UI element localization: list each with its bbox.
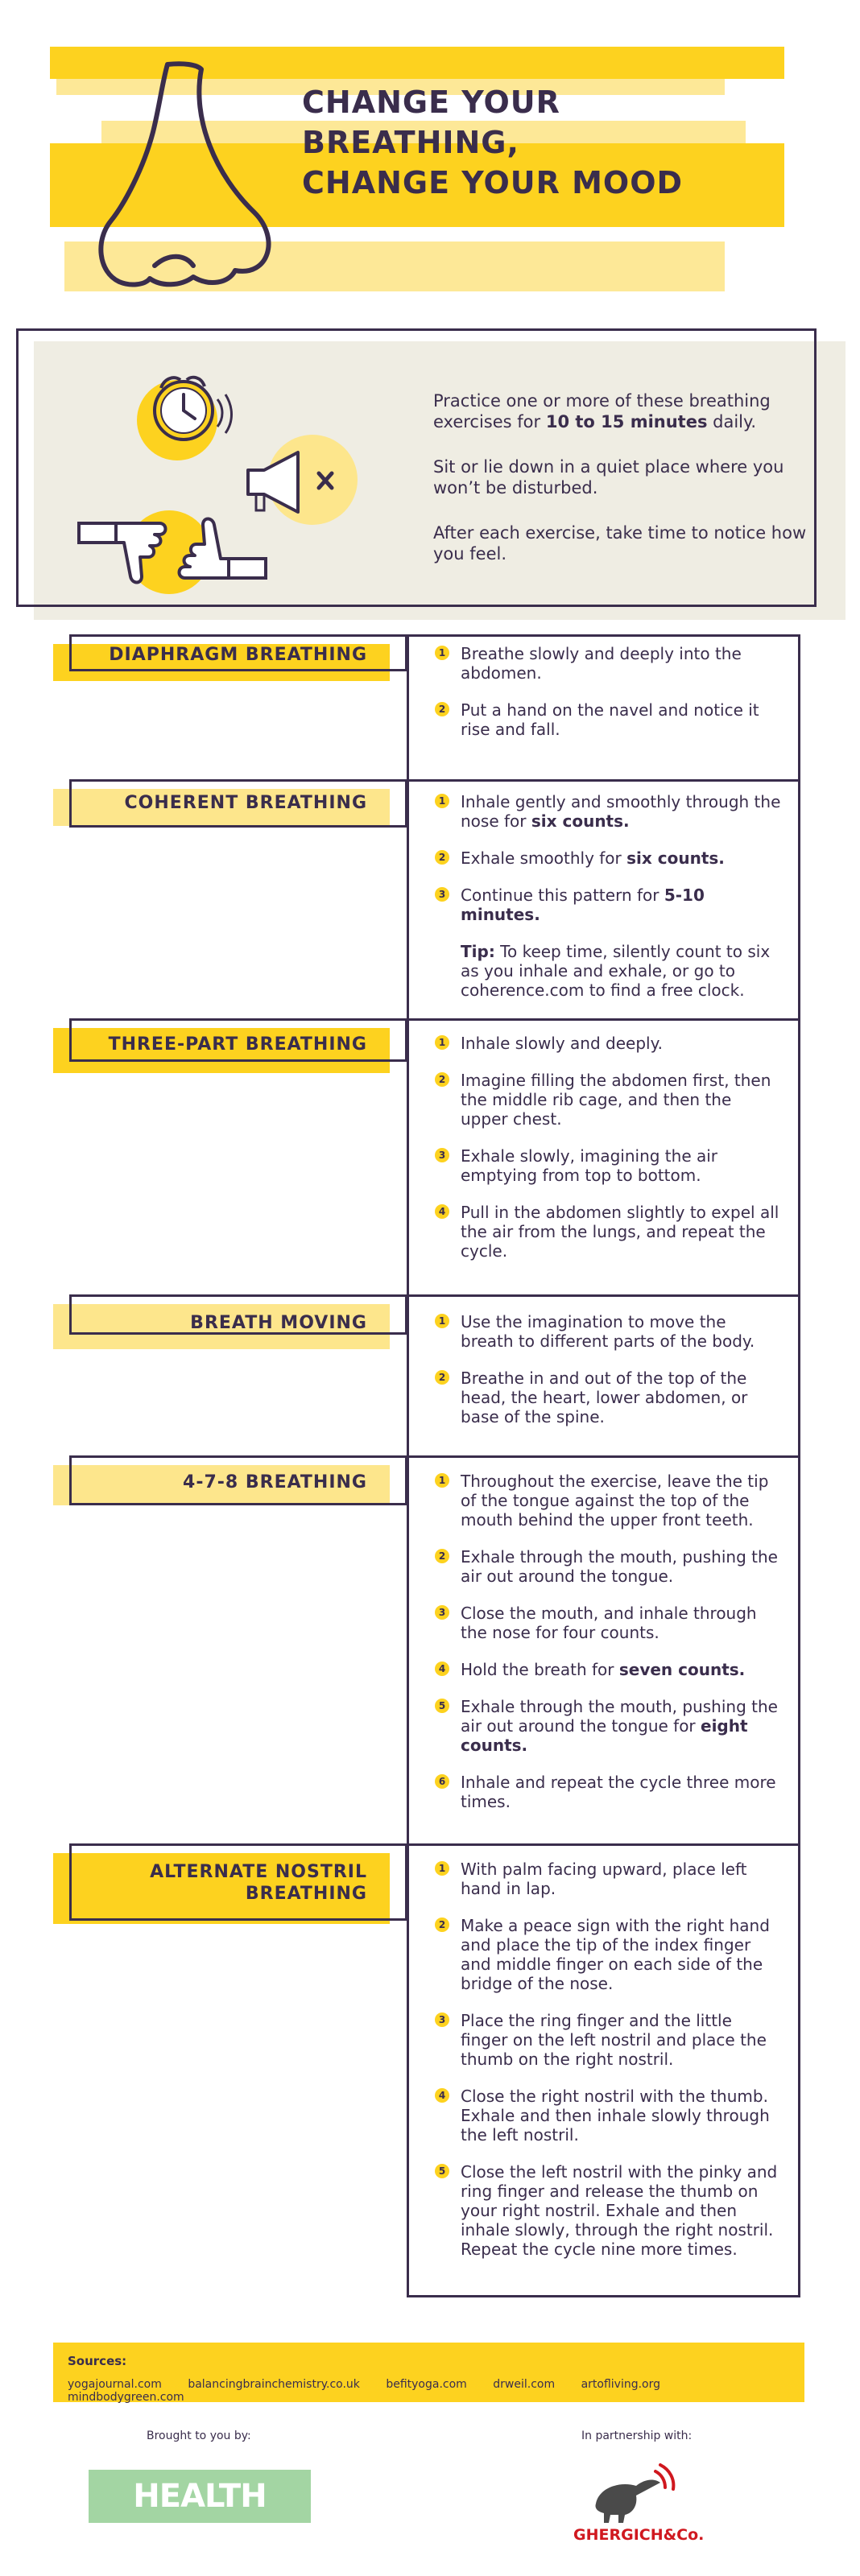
page-title: CHANGE YOUR BREATHING, CHANGE YOUR MOOD — [302, 85, 684, 200]
list-item: 6 Inhale and repeat the cycle three more times. — [435, 1773, 781, 1811]
section-divider — [407, 2295, 800, 2297]
intro-text — [433, 390, 812, 588]
source-link[interactable]: yogajournal.com — [68, 2378, 162, 2391]
section-title: 4-7-8 BREATHING — [183, 1472, 367, 1492]
thumbs-icon — [76, 507, 269, 596]
list-item: 2 Exhale through the mouth, pushing the air out around the tongue. — [435, 1547, 781, 1586]
steps-list — [435, 792, 781, 1018]
list-item: 2 Put a hand on the navel and notice it rise and fall. — [435, 700, 781, 739]
steps-list — [435, 1860, 781, 2277]
list-item: 5 Exhale through the mouth, pushing the air out around the tongue for eight counts. — [435, 1697, 781, 1755]
list-item: 1 Breathe slowly and deeply into the abdomen. — [435, 644, 781, 683]
steps-column-border — [798, 634, 800, 2295]
sources-title: Sources: — [68, 2354, 127, 2368]
steps-list — [435, 1034, 781, 1278]
list-item: 1 Inhale gently and smoothly through the nose for six counts. — [435, 792, 781, 831]
brought-by-label: Brought to you by: — [147, 2429, 251, 2442]
list-item: 4 Close the right nostril with the thumb. Exhale and then inhale slowly through the left nostril. — [435, 2087, 781, 2145]
steps-list — [435, 644, 781, 757]
section-title: DIAPHRAGM BREATHING — [109, 645, 367, 665]
intro-paragraph: Practice one or more of these breathing exercises for 10 to 15 minutes daily. — [433, 391, 771, 431]
list-item: 5 Close the left nostril with the pinky and ring finger and release the thumb on your right nostril. Exhale and then inhale slowly, through the right nostril. Repeat the cycle nine more times. — [435, 2162, 781, 2259]
intro-paragraph: Sit or lie down in a quiet place where you won’t be disturbed. — [433, 457, 784, 497]
list-item: 3 Close the mouth, and inhale through the nose for four counts. — [435, 1604, 781, 1642]
section-title: COHERENT BREATHING — [124, 793, 367, 813]
sources-panel — [53, 2343, 804, 2402]
nose-icon — [97, 55, 282, 288]
source-link[interactable]: balancingbrainchemistry.co.uk — [188, 2378, 360, 2391]
list-item: 1 Use the imagination to move the breath to different parts of the body. — [435, 1312, 781, 1351]
list-item: 2 Breathe in and out of the top of the head, the heart, lower abdomen, or base of the spine. — [435, 1368, 781, 1426]
list-item: 1 Throughout the exercise, leave the tip of the tongue against the top of the mouth behind the upper front teeth. — [435, 1472, 781, 1530]
list-item: 4 Pull in the abdomen slightly to expel all the air from the lungs, and repeat the cycle. — [435, 1203, 781, 1261]
steps-list — [435, 1472, 781, 1829]
source-link[interactable]: artofliving.org — [581, 2378, 661, 2391]
section-title: ALTERNATE NOSTRIL BREATHING — [150, 1862, 367, 1904]
list-item: 3 Place the ring finger and the little finger on the left nostril and place the thumb on the right nostril. — [435, 2011, 781, 2069]
source-link[interactable]: mindbodygreen.com — [68, 2391, 184, 2404]
source-link[interactable]: drweil.com — [493, 2378, 556, 2391]
source-link[interactable]: befityoga.com — [386, 2378, 467, 2391]
section-title: BREATH MOVING — [190, 1313, 367, 1333]
list-item: 2 Make a peace sign with the right hand and place the tip of the index finger and middle finger on each side of the bridge of the nose. — [435, 1916, 781, 1993]
sources-list — [68, 2378, 804, 2404]
section-title: THREE-PART BREATHING — [108, 1034, 367, 1055]
list-item: 2 Exhale smoothly for six counts. — [435, 848, 781, 868]
partnership-label: In partnership with: — [581, 2429, 693, 2442]
list-item: 1 With palm facing upward, place left hand in lap. — [435, 1860, 781, 1898]
list-item: 3 Continue this pattern for 5-10 minutes. — [435, 886, 781, 924]
ghergich-logo[interactable]: GHERGICH&Co. — [573, 2526, 705, 2544]
health-perch-logo[interactable]: HEALTH PERCH — [89, 2470, 311, 2523]
list-item: 1 Inhale slowly and deeply. — [435, 1034, 781, 1053]
list-item: 3 Exhale slowly, imagining the air emptying from top to bottom. — [435, 1146, 781, 1185]
anteater-logo-icon — [588, 2463, 676, 2528]
list-item: 4 Hold the breath for seven counts. — [435, 1660, 781, 1679]
intro-paragraph: After each exercise, take time to notice how you feel. — [433, 523, 807, 564]
alarm-clock-icon — [121, 362, 250, 467]
tip-text: Tip: To keep time, silently count to six as you inhale and exhale, or go to coherence.com to find a free clock. — [461, 942, 771, 1000]
list-item: 2 Imagine filling the abdomen first, then the middle rib cage, and then the upper chest. — [435, 1071, 781, 1129]
steps-list — [435, 1312, 781, 1444]
